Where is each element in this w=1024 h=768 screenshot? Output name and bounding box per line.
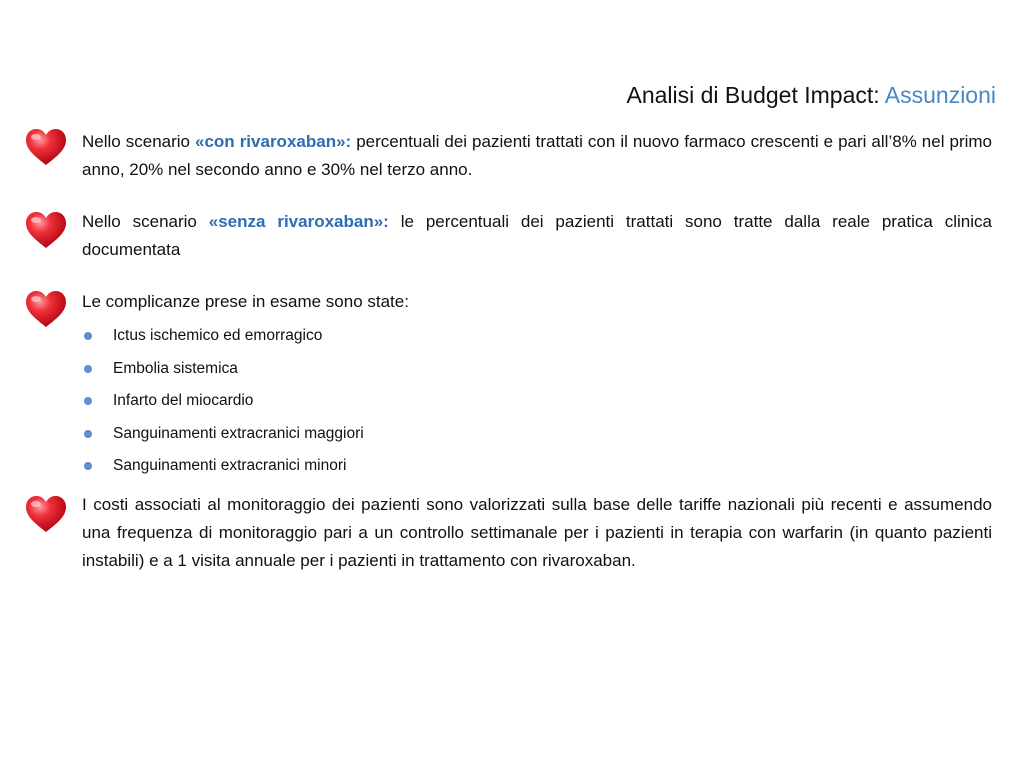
bullet-text: Le complicanze prese in esame sono state: (82, 292, 409, 311)
bullet-text-pre: Nello scenario (82, 132, 196, 151)
list-item (82, 385, 992, 418)
bullet-dot-icon (84, 332, 92, 340)
list-item-label: Sanguinamenti extracranici minori (113, 457, 347, 474)
bullet-text-post: percentuali dei pazienti trattati con il nuovo farmaco crescenti e pari all’8% nel primo anno, 20% nel secondo anno e 30% nel terzo anno. (82, 132, 992, 179)
list-item (82, 320, 992, 353)
list-item-label: Ictus ischemico ed emorragico (113, 327, 323, 344)
bullet-dot-icon (84, 365, 92, 373)
heart-icon (24, 494, 68, 534)
scenario-highlight: «con rivaroxaban»: (195, 132, 352, 151)
list-item (82, 353, 992, 386)
heart-icon (24, 210, 68, 250)
bullet-dot-icon (84, 462, 92, 470)
slide-title-main: Analisi di Budget Impact: (626, 82, 880, 108)
bullet-text-post: le percentuali dei pazienti trattati sono tratte dalla reale pratica clinica documentata (82, 212, 992, 259)
list-item-label: Sanguinamenti extracranici maggiori (113, 424, 364, 442)
bullet-text (82, 208, 992, 264)
scenario-highlight: «senza rivaroxaban»: (208, 212, 389, 231)
heart-icon (24, 289, 68, 329)
list-item (82, 450, 992, 483)
complications-list (82, 320, 992, 483)
list-item-label: Embolia sistemica (113, 359, 238, 377)
slide-title (627, 82, 997, 109)
heart-icon (24, 127, 68, 167)
bullet-scenario-con (82, 128, 992, 184)
bullet-complicanze (82, 288, 992, 483)
list-item-label: Infarto del miocardio (113, 392, 254, 409)
list-item (82, 418, 992, 451)
bullet-scenario-senza (82, 208, 992, 264)
bullet-text: I costi associati al monitoraggio dei pazienti sono valorizzati sulla base delle tariffe nazionali più recenti e assumendo una frequenza di monitoraggio pari a un controllo settimanale per i pazienti in terapia con warfarin (in quanto pazienti instabili) e a 1 visita annuale per i pazienti in trattamento con rivaroxaban. (82, 495, 992, 570)
bullet-dot-icon (84, 397, 92, 405)
bullet-text (82, 128, 992, 184)
slide-title-accent: Assunzioni (884, 82, 996, 108)
bullet-dot-icon (84, 430, 92, 438)
bullet-text-pre: Nello scenario (82, 212, 209, 231)
bullet-costi-monitoraggio (82, 491, 992, 575)
